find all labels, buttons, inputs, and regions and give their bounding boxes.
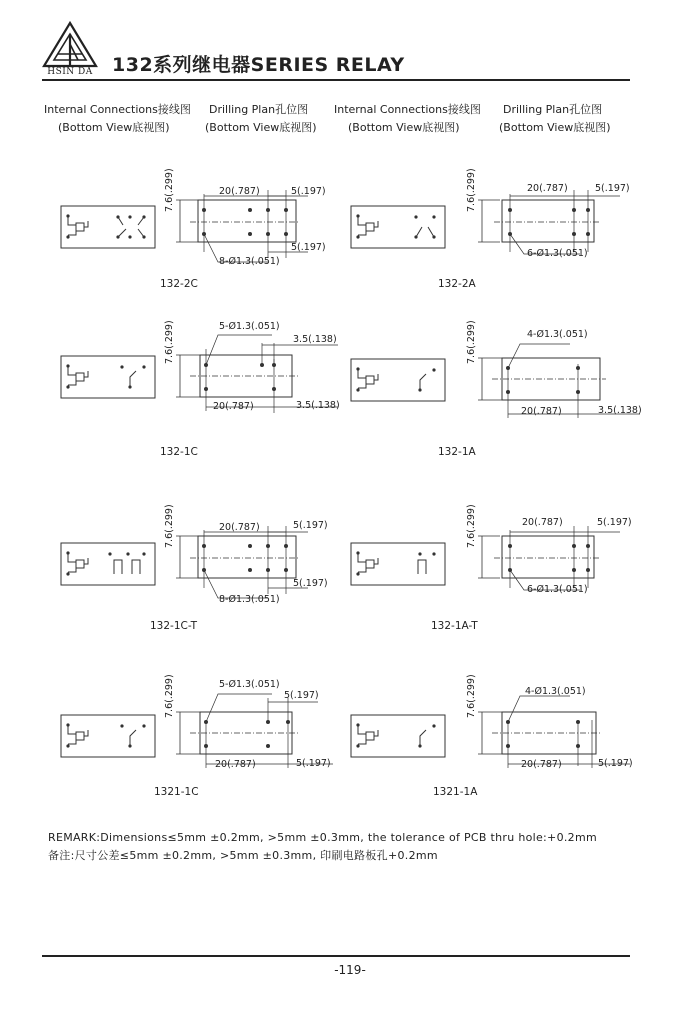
connections-label: Internal Connections接线图 [334,103,481,116]
model-label: 132-2C [160,278,198,290]
dim-3-5: 3.5(.138) [296,400,340,411]
dim-holes: 5-Ø1.3(.051) [219,679,280,690]
dim-5: 5(.197) [293,520,328,531]
dim-20: 20(.787) [215,759,256,770]
drilling-label: Drilling Plan孔位图 [503,103,603,116]
col-header-connections-left [44,101,191,137]
model-label: 132-2A [438,278,476,290]
connection-diagram-132-2c [60,205,156,249]
connection-diagram-1321-1c [60,714,156,758]
remark-chinese: 备注:尺寸公差≤5mm ±0.2mm, >5mm ±0.3mm, 印刷电路板孔+0.2mm [48,849,438,862]
dim-holes: 4-Ø1.3(.051) [525,686,586,697]
connections-label: Internal Connections接线图 [44,103,191,116]
connection-diagram-132-1c-t [60,542,156,586]
dim-5: 5(.197) [293,578,328,589]
dim-height: 7.6(.299) [164,674,175,718]
dim-holes: 8-Ø1.3(.051) [219,256,280,267]
model-label: 1321-1A [433,786,478,798]
dim-height: 7.6(.299) [466,168,477,212]
dim-height: 7.6(.299) [466,674,477,718]
drilling-label: Drilling Plan孔位图 [209,103,309,116]
logo-text: HSIN DA [47,67,93,77]
dim-20: 20(.787) [213,401,254,412]
col-header-drilling-left [205,101,317,137]
dim-holes: 6-Ø1.3(.051) [527,584,588,595]
bottom-view-label: (Bottom View底视图) [205,121,317,134]
dim-height: 7.6(.299) [466,320,477,364]
connection-diagram-132-1a-t [350,542,446,586]
dim-5: 5(.197) [598,758,633,769]
bottom-view-label: (Bottom View底视图) [58,121,170,134]
model-label: 132-1A [438,446,476,458]
dim-5: 5(.197) [291,186,326,197]
dim-5: 5(.197) [296,758,331,769]
dim-3-5: 3.5(.138) [598,405,642,416]
dim-5: 5(.197) [597,517,632,528]
connection-diagram-1321-1a [350,714,446,758]
header-rule [42,79,630,81]
model-label: 132-1A-T [431,620,478,632]
dim-20: 20(.787) [219,522,260,533]
remark-english: REMARK:Dimensions≤5mm ±0.2mm, >5mm ±0.3mm, the tolerance of PCB thru hole:+0.2mm [48,831,597,844]
connection-diagram-132-1a [350,358,446,402]
dim-height: 7.6(.299) [164,320,175,364]
dim-holes: 4-Ø1.3(.051) [527,329,588,340]
dim-20: 20(.787) [522,517,563,528]
dim-20: 20(.787) [219,186,260,197]
drilling-plan-132-1c-t [168,498,338,608]
model-label: 132-1C-T [150,620,198,632]
col-header-drilling-right [499,101,611,137]
bottom-view-label: (Bottom View底视图) [348,121,460,134]
model-label: 132-1C [160,446,198,458]
dim-3-5: 3.5(.138) [293,334,337,345]
dim-height: 7.6(.299) [466,504,477,548]
dim-20: 20(.787) [521,406,562,417]
connection-diagram-132-1c [60,355,156,399]
connection-diagram-132-2a [350,205,446,249]
dim-20: 20(.787) [527,183,568,194]
dim-5: 5(.197) [284,690,319,701]
page-title: 132系列继电器SERIES RELAY [112,54,405,76]
dim-5: 5(.197) [291,242,326,253]
dim-5: 5(.197) [595,183,630,194]
dim-holes: 8-Ø1.3(.051) [219,594,280,605]
dim-height: 7.6(.299) [164,168,175,212]
model-label: 1321-1C [154,786,199,798]
page-number: -119- [334,963,366,977]
col-header-connections-right [334,101,481,137]
bottom-view-label: (Bottom View底视图) [499,121,611,134]
footer-rule [42,955,630,957]
dim-height: 7.6(.299) [164,504,175,548]
dim-holes: 5-Ø1.3(.051) [219,321,280,332]
remark [48,829,597,865]
dim-20: 20(.787) [521,759,562,770]
dim-holes: 6-Ø1.3(.051) [527,248,588,259]
